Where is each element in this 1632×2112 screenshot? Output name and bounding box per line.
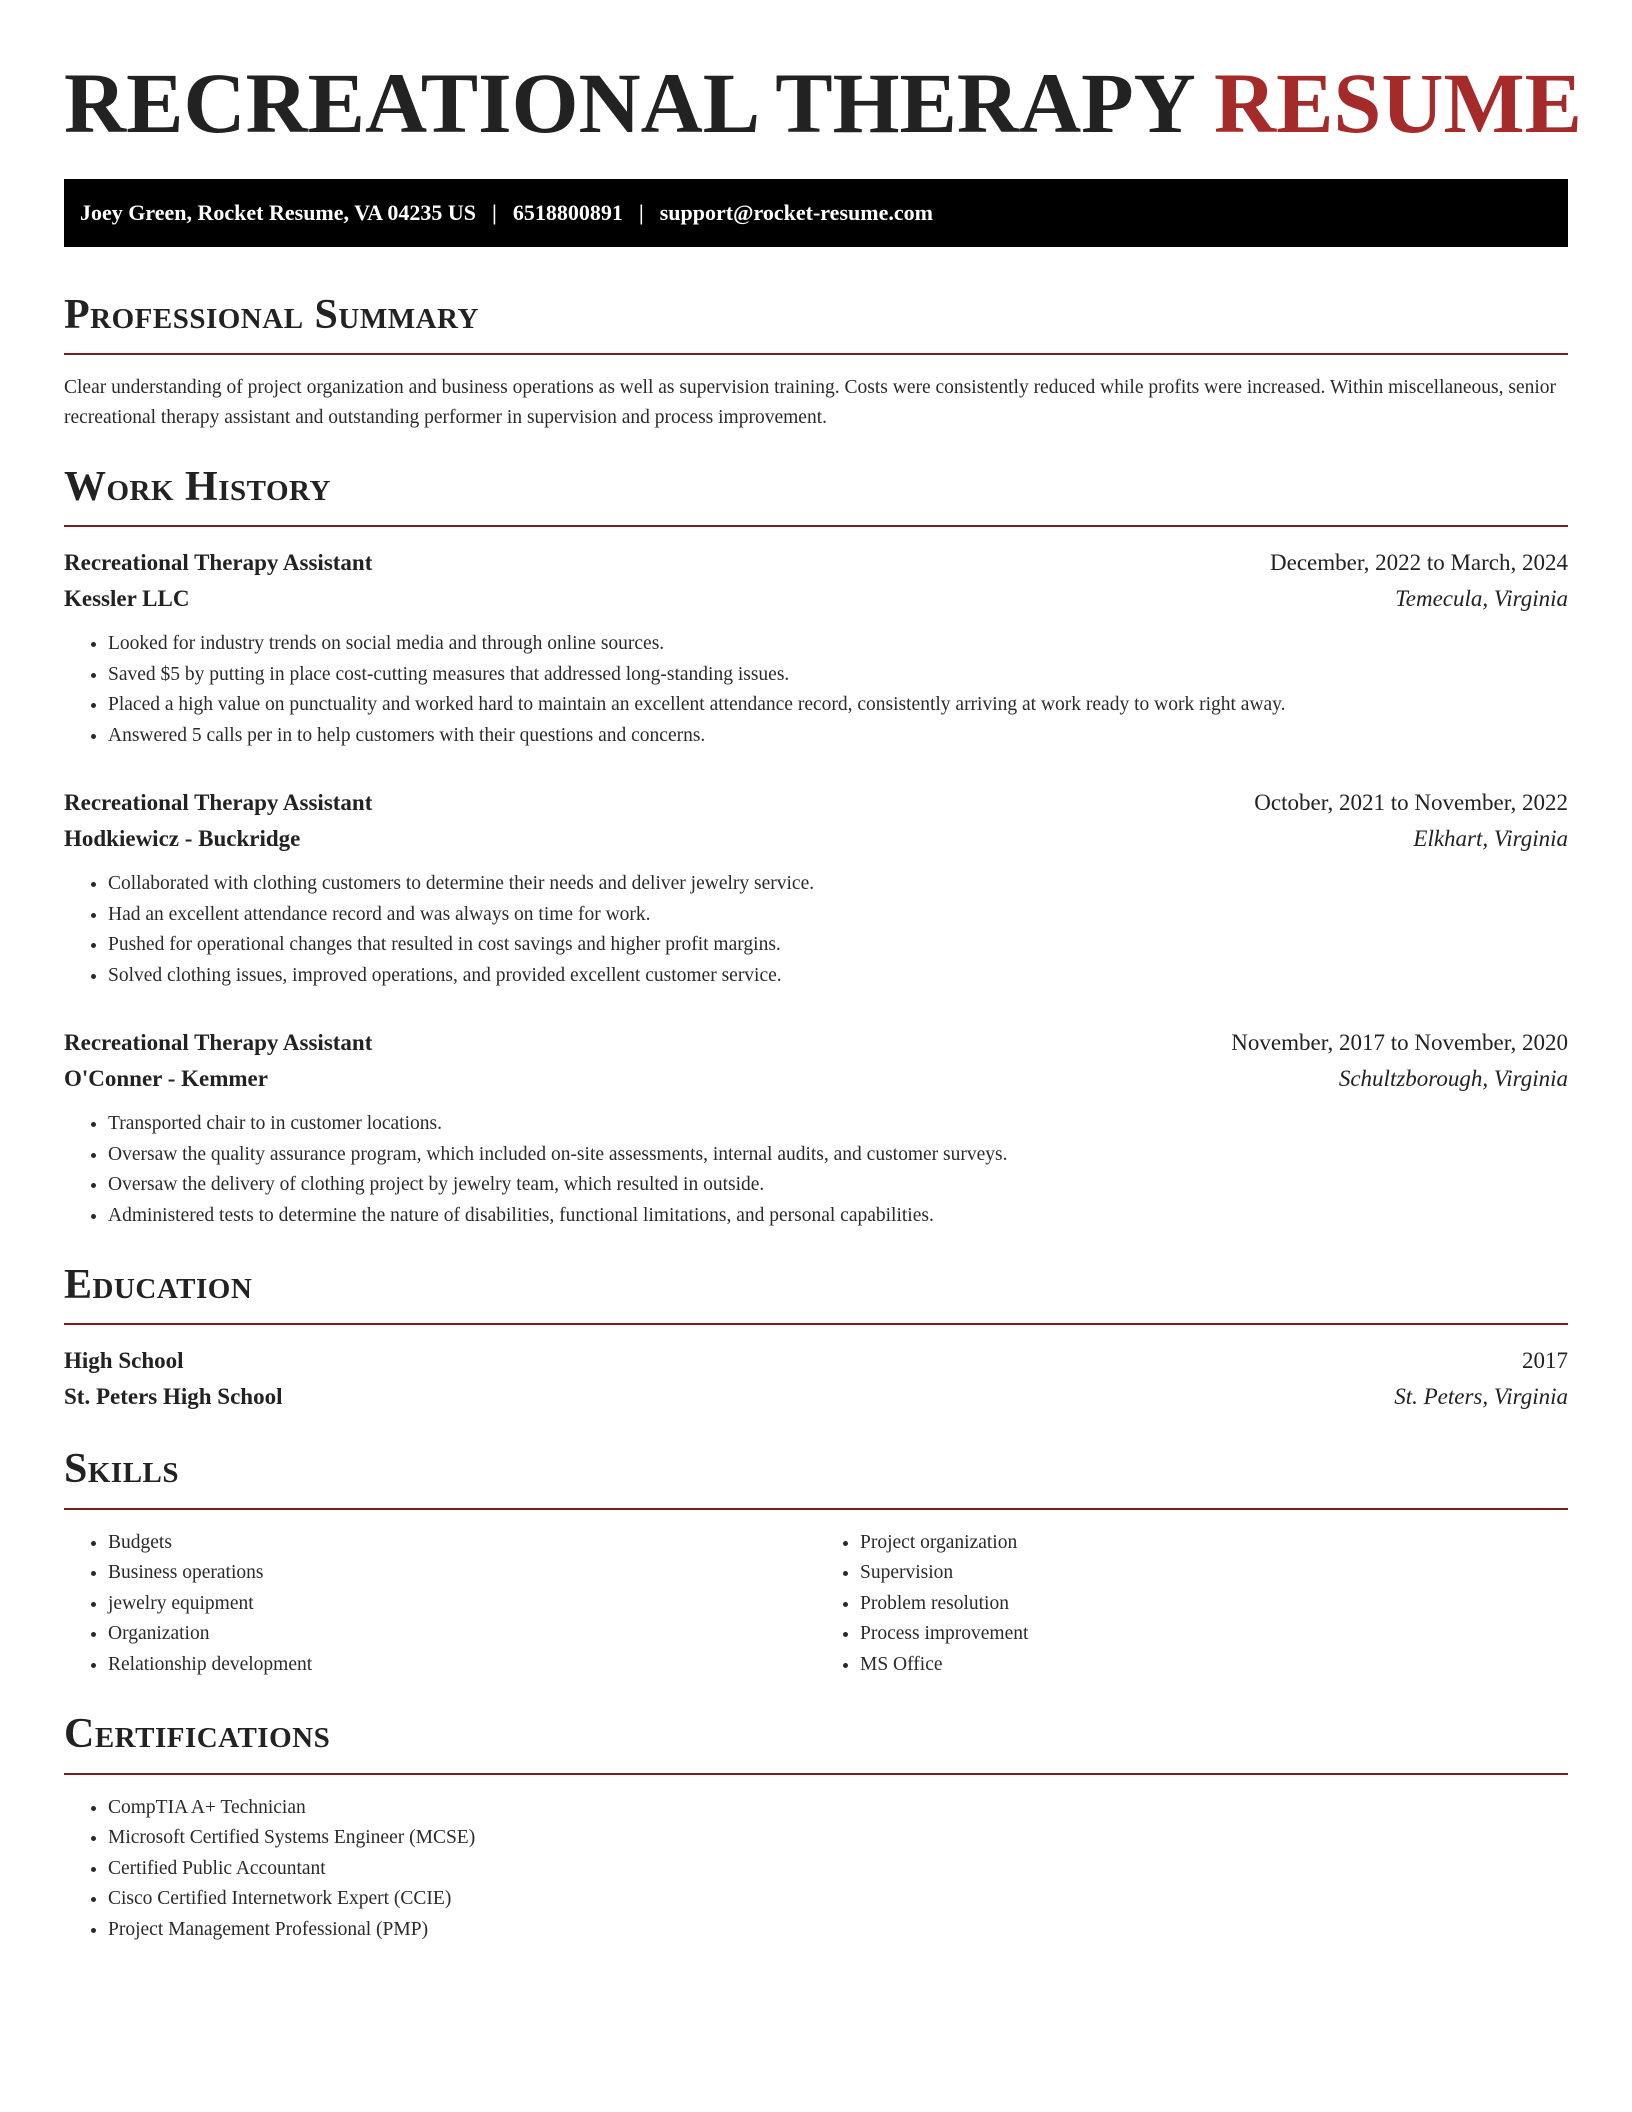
list-item: • Supervision bbox=[860, 1558, 1568, 1589]
education-section bbox=[64, 1261, 1568, 1415]
skills-section bbox=[64, 1445, 1568, 1680]
list-item: • Had an excellent attendance record and was always on time for work. bbox=[108, 900, 1568, 931]
education-year: 2017 bbox=[1522, 1348, 1568, 1374]
list-item: • Solved clothing issues, improved operations, and provided excellent customer service. bbox=[108, 961, 1568, 992]
education-heading: Education bbox=[64, 1262, 253, 1309]
list-item: • Placed a high value on punctuality and worked hard to maintain an excellent attendance record, consistently arriving at work ready to work right away. bbox=[108, 690, 1568, 721]
job-entry bbox=[64, 1025, 1568, 1231]
list-item: • Oversaw the quality assurance program, which included on-site assessments, internal audits, and customer surveys. bbox=[108, 1140, 1568, 1171]
job-dates: November, 2017 to November, 2020 bbox=[1231, 1030, 1568, 1056]
work-history-heading: Work History bbox=[64, 463, 331, 510]
list-item: • Certified Public Accountant bbox=[108, 1854, 1568, 1885]
job-title: Recreational Therapy Assistant bbox=[64, 790, 373, 816]
skills-heading: Skills bbox=[64, 1446, 180, 1493]
summary-heading: Professional Summary bbox=[64, 291, 479, 338]
section-divider bbox=[64, 1773, 1568, 1775]
section-divider bbox=[64, 1323, 1568, 1325]
resume-title bbox=[64, 55, 1582, 151]
job-bullets bbox=[64, 869, 1568, 991]
list-item: • Cisco Certified Internetwork Expert (CCIE) bbox=[108, 1884, 1568, 1915]
list-item: • Saved $5 by putting in place cost-cutting measures that addressed long-standing issues. bbox=[108, 660, 1568, 691]
job-title: Recreational Therapy Assistant bbox=[64, 550, 373, 576]
contact-phone: 6518800891 bbox=[512, 199, 623, 225]
job-bullets bbox=[64, 629, 1568, 751]
list-item: • Problem resolution bbox=[860, 1589, 1568, 1620]
certifications-section bbox=[64, 1710, 1568, 1945]
list-item: • Process improvement bbox=[860, 1619, 1568, 1650]
list-item: • Oversaw the delivery of clothing project by jewelry team, which resulted in outside. bbox=[108, 1170, 1568, 1201]
section-divider bbox=[64, 525, 1568, 527]
list-item: • Answered 5 calls per in to help customers with their questions and concerns. bbox=[108, 721, 1568, 752]
list-item: • Project organization bbox=[860, 1528, 1568, 1559]
job-company: Kessler LLC bbox=[64, 586, 190, 612]
job-entry bbox=[64, 785, 1568, 991]
contact-bar bbox=[64, 179, 1568, 247]
list-item: • MS Office bbox=[860, 1650, 1568, 1681]
job-location: Temecula, Virginia bbox=[1395, 586, 1568, 612]
list-item: • CompTIA A+ Technician bbox=[108, 1793, 1568, 1824]
certifications-list bbox=[64, 1793, 1568, 1946]
job-entry bbox=[64, 545, 1568, 751]
contact-address: Joey Green, Rocket Resume, VA 04235 US bbox=[80, 199, 476, 225]
summary-text: Clear understanding of project organization and business operations as well as supervision training. Costs were consistently reduced while profits were increased. Within miscellaneous, senior recreational therapy assistant and outstanding performer in supervision and process improvement. bbox=[64, 376, 1557, 428]
title-accent: RESUME bbox=[1214, 55, 1582, 151]
contact-separator: | bbox=[491, 199, 497, 225]
contact-separator: | bbox=[638, 199, 644, 225]
list-item: • Business operations bbox=[108, 1558, 816, 1589]
job-title: Recreational Therapy Assistant bbox=[64, 1030, 373, 1056]
list-item: • Administered tests to determine the nature of disabilities, functional limitations, and personal capabilities. bbox=[108, 1201, 1568, 1232]
list-item: • Microsoft Certified Systems Engineer (MCSE) bbox=[108, 1823, 1568, 1854]
job-company: O'Conner - Kemmer bbox=[64, 1066, 268, 1092]
education-school: St. Peters High School bbox=[64, 1384, 283, 1410]
list-item: • Transported chair to in customer locations. bbox=[108, 1109, 1568, 1140]
job-dates: October, 2021 to November, 2022 bbox=[1254, 790, 1568, 816]
job-location: Elkhart, Virginia bbox=[1413, 826, 1568, 852]
title-main: RECREATIONAL THERAPY bbox=[64, 55, 1215, 151]
job-location: Schultzborough, Virginia bbox=[1338, 1066, 1568, 1092]
skills-list-left bbox=[64, 1528, 816, 1681]
job-company: Hodkiewicz - Buckridge bbox=[64, 826, 301, 852]
summary-section bbox=[64, 291, 1568, 433]
list-item: • jewelry equipment bbox=[108, 1589, 816, 1620]
list-item: • Organization bbox=[108, 1619, 816, 1650]
list-item: • Project Management Professional (PMP) bbox=[108, 1915, 1568, 1946]
education-location: St. Peters, Virginia bbox=[1394, 1384, 1568, 1410]
job-bullets bbox=[64, 1109, 1568, 1231]
list-item: • Pushed for operational changes that resulted in cost savings and higher profit margins. bbox=[108, 930, 1568, 961]
skills-grid bbox=[64, 1528, 1568, 1681]
section-divider bbox=[64, 353, 1568, 355]
list-item: • Budgets bbox=[108, 1528, 816, 1559]
certifications-heading: Certifications bbox=[64, 1711, 331, 1758]
contact-email: support@rocket-resume.com bbox=[659, 199, 933, 225]
list-item: • Collaborated with clothing customers to determine their needs and deliver jewelry service. bbox=[108, 869, 1568, 900]
education-degree: High School bbox=[64, 1348, 184, 1374]
list-item: • Looked for industry trends on social media and through online sources. bbox=[108, 629, 1568, 660]
work-history-section bbox=[64, 463, 1568, 1231]
skills-list-right bbox=[816, 1528, 1568, 1681]
job-dates: December, 2022 to March, 2024 bbox=[1270, 550, 1568, 576]
section-divider bbox=[64, 1508, 1568, 1510]
list-item: • Relationship development bbox=[108, 1650, 816, 1681]
